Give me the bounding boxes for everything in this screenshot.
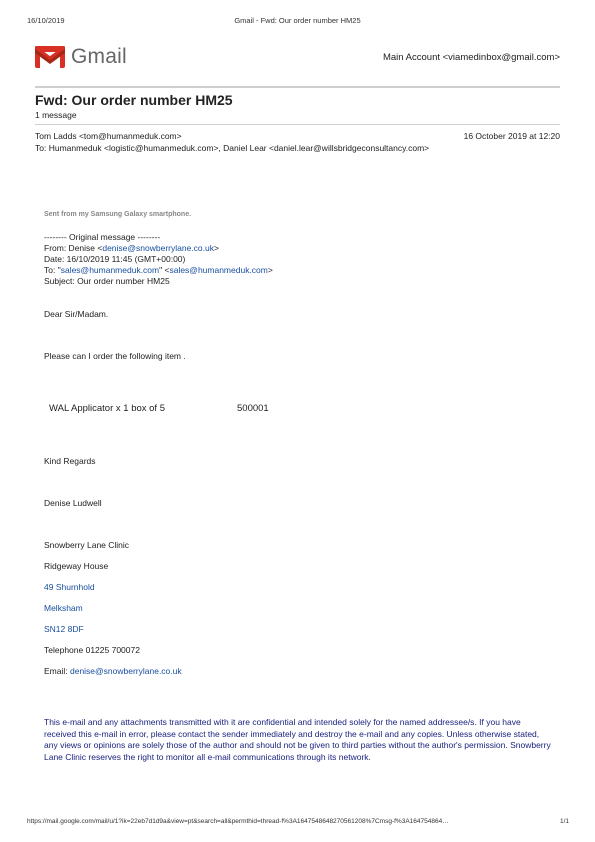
telephone: Telephone 01225 700072 xyxy=(44,645,140,655)
contact-email-link[interactable]: denise@snowberrylane.co.uk xyxy=(69,666,182,676)
original-from-email-link[interactable]: denise@snowberrylane.co.uk xyxy=(102,243,214,253)
original-from-label: From: Denise < xyxy=(44,243,103,253)
sender: Tom Ladds <tom@humanmeduk.com> xyxy=(35,131,182,141)
original-from-close: > xyxy=(213,243,219,253)
account-label: Main Account <viamedinbox@gmail.com> xyxy=(382,52,560,63)
print-title: Gmail - Fwd: Our order number HM25 xyxy=(234,16,361,25)
address-town-link[interactable]: Melksham xyxy=(44,603,83,613)
original-from xyxy=(44,243,219,253)
greeting: Dear Sir/Madam. xyxy=(44,309,109,319)
gmail-wordmark: Gmail xyxy=(71,45,127,68)
print-date: 16/10/2019 xyxy=(27,16,65,25)
clinic-name: Snowberry Lane Clinic xyxy=(44,540,130,550)
device-signature: Sent from my Samsung Galaxy smartphone. xyxy=(44,211,192,218)
confidentiality-disclaimer: This e-mail and any attachments transmitted with it are confidential and intended solely for the named addressee/s. If you have received this e-mail in error, please contact the sender immediately and destroy the e-mail and any copies. Unless otherwise stated, any views or opinions are solely those of the author and should not be given to third parties without the author's permission. Snowberry Lane Clinic reserves the right to monitor all e-mail communications through its network. xyxy=(44,717,551,762)
item-code: 500001 xyxy=(237,403,269,414)
original-to-label: To: " xyxy=(44,265,61,275)
closing: Kind Regards xyxy=(44,456,96,466)
original-date: Date: 16/10/2019 11:45 (GMT+00:00) xyxy=(44,254,186,264)
original-to-close: > xyxy=(267,265,273,275)
recipients: To: Humanmeduk <logistic@humanmeduk.com>, Daniel Lear <daniel.lear@willsbridgeconsultancy.com> xyxy=(35,143,430,153)
subject-divider xyxy=(35,124,560,125)
gmail-envelope-icon xyxy=(35,46,65,68)
original-to-separator: " < xyxy=(159,265,170,275)
original-to-email-link-2[interactable]: sales@humanmeduk.com xyxy=(169,265,268,275)
building-name: Ridgeway House xyxy=(44,561,109,571)
thread-subject: Fwd: Our order number HM25 xyxy=(35,92,233,108)
original-to-email-link-1[interactable]: sales@humanmeduk.com xyxy=(60,265,160,275)
gmail-logo[interactable] xyxy=(35,44,127,70)
original-to xyxy=(44,265,273,275)
sender-name: Denise Ludwell xyxy=(44,498,102,508)
original-subject: Subject: Our order number HM25 xyxy=(44,276,170,286)
print-url: https://mail.google.com/mail/u/1?ik=22eb7d1d9a&view=pt&search=all&permthid=thread-f%3A1647548648270561208%7Cmsg-f%3A164754864… xyxy=(27,818,449,825)
message-count: 1 message xyxy=(35,110,77,120)
contact-email xyxy=(44,666,182,676)
message-date: 16 October 2019 at 12:20 xyxy=(463,131,560,141)
email-label: Email: xyxy=(44,666,70,676)
item-description: WAL Applicator x 1 box of 5 xyxy=(49,403,165,414)
original-divider: -------- Original message -------- xyxy=(44,232,161,242)
order-request: Please can I order the following item . xyxy=(44,351,186,361)
address-postcode-link[interactable]: SN12 8DF xyxy=(44,624,84,634)
address-street-link[interactable]: 49 Shurnhold xyxy=(44,582,95,592)
page-number: 1/1 xyxy=(559,818,569,825)
header-divider xyxy=(35,86,560,88)
